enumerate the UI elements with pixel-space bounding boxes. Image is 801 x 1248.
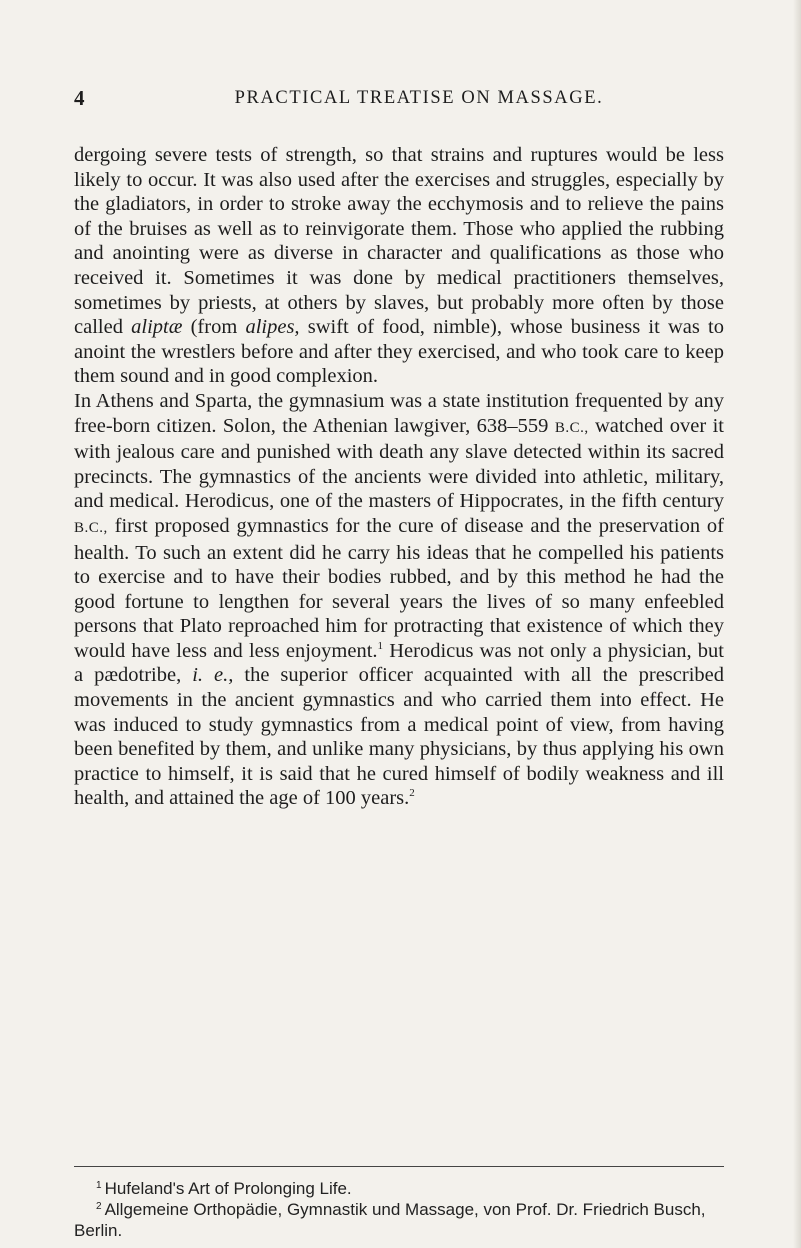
page-header [74,86,724,126]
paragraph-2-text-c: first proposed gymnastics for the cure of disease and the preservation of health. To such an extent did he carry his ideas that he compelled his patients to exercise and to have their bodies rubbed, and by this method he had the good fortune to lengthen for several years the lives of so many enfeebled persons that Plato reproached him for protracting that existence of which they would have less and less enjoyment. [74,514,724,662]
running-head: PRACTICAL TREATISE ON MASSAGE. [234,88,604,108]
page-number: 4 [74,86,85,110]
footnotes [74,1178,724,1241]
paragraph-1-text-a: dergoing severe tests of strength, so that strains and ruptures would be less likely to occur. It was also used after the exercises and struggles, especially by the gladiators, in order to stroke away the ecchymosis and to relieve the pains of the bruises as well as to reinvigorate them. Those who applied the rubbing and anointing were as diverse in character and qualifications as those who received it. Sometimes it was done by medical practitioners themselves, sometimes by priests, at others by slaves, but probably more often by those called [74,144,724,339]
footnote-mark: 2 [96,1201,102,1212]
paragraph-2-text-b: watched over it with jealous care and punished with death any slave detected within its sacred precincts. The gymnastics of the ancients were divided into athletic, military, and medical. Herodicus, one of the masters of Hippocrates, in the fifth century [74,414,724,513]
page-edge-shadow [793,0,801,1248]
footnote-text: Allgemeine Orthopädie, Gymnastik und Massage, von Prof. Dr. Friedrich Busch, Berlin. [74,1200,706,1240]
paragraph-1 [74,143,724,389]
body-text [74,143,724,811]
paragraph-1-text-c: swift of food, nimble), whose business it was to anoint the wrestlers before and after they exercised, and who took care to keep them sound and in good complexion. [74,316,724,388]
paragraph-2-text-d: Herodicus was not only a physician, but a pædotribe, [74,639,724,687]
italic-term-alipes: alipes, [245,316,300,339]
footnote-1 [74,1178,724,1199]
footnote-mark: 1 [96,1180,102,1191]
paragraph-2-text-a: In Athens and Sparta, the gymnasium was a state institution frequented by any free-born citizen. Solon, the Athenian lawgiver, 638–559 [74,389,724,437]
footnote-divider [74,1166,724,1167]
paragraph-2-text-e: the superior officer acquainted with all the prescribed movements in the ancient gymnastics and who carried them into effect. He was induced to study gymnastics from a medical point of view, from having been benefited by them, and unlike many physicians, by thus applying his own practice to himself, it is said that he cured himself of bodily weakness and ill health, and attained the age of 100 years. [74,664,724,810]
italic-ie: i. e., [192,664,234,687]
paragraph-2 [74,389,724,811]
footnote-text: Hufeland's Art of Prolonging Life. [104,1179,352,1198]
footnote-2 [74,1199,724,1241]
footnote-ref-2[interactable]: 2 [409,787,415,800]
small-caps-bc: B.C., [74,519,108,536]
footnote-ref-1[interactable]: 1 [377,639,384,652]
paragraph-1-text-b: (from [182,316,246,339]
italic-term-aliptae: aliptæ [131,316,183,339]
small-caps-bc: B.C., [554,419,589,436]
